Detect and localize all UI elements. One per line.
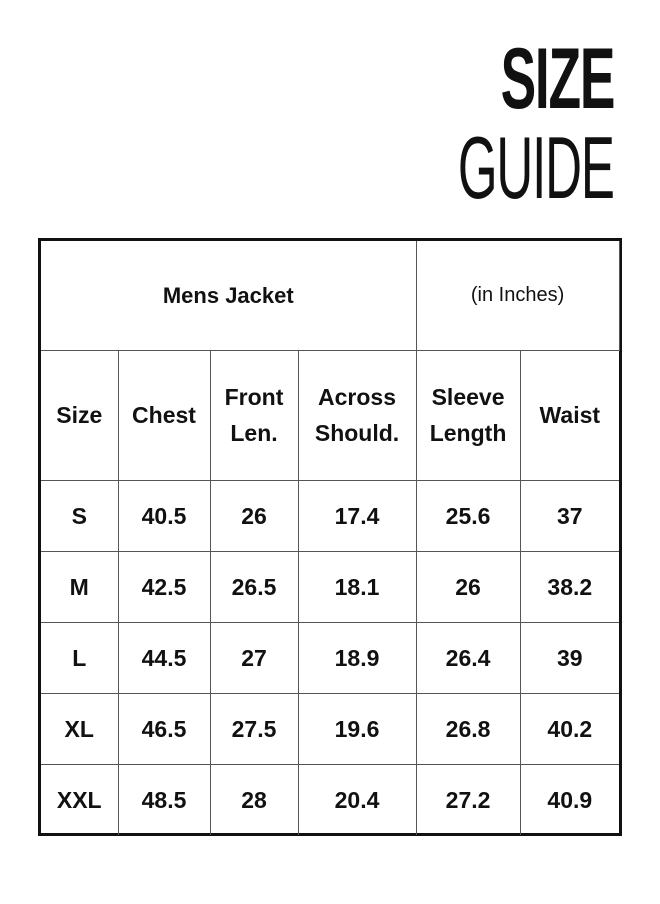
- table-cell-size: L: [41, 623, 118, 694]
- column-header-chest: [118, 351, 210, 481]
- table-cell: 40.2: [520, 694, 619, 765]
- table-cell: 28: [210, 765, 298, 836]
- table-banner-row: [41, 241, 619, 351]
- product-name: Mens Jacket: [41, 241, 416, 351]
- header-text: Across: [318, 383, 397, 410]
- table-cell-size: XL: [41, 694, 118, 765]
- header-text: Chest: [132, 401, 196, 428]
- table-cell: 27.5: [210, 694, 298, 765]
- header-text: Len.: [230, 419, 278, 446]
- table-cell: 44.5: [118, 623, 210, 694]
- table-cell-size: XXL: [41, 765, 118, 836]
- header-text: Length: [429, 419, 507, 446]
- table-cell: 18.1: [298, 552, 416, 623]
- header-text: Sleeve: [431, 383, 505, 410]
- table-cell: 38.2: [520, 552, 619, 623]
- column-header-waist: [520, 351, 619, 481]
- table-row: [41, 623, 619, 694]
- table-row: [41, 552, 619, 623]
- table-cell: 27: [210, 623, 298, 694]
- column-header-across-shoulder: [298, 351, 416, 481]
- table-cell: 26: [210, 481, 298, 552]
- table-cell: 42.5: [118, 552, 210, 623]
- header-text: Front: [224, 383, 284, 410]
- table-header-row: [41, 351, 619, 481]
- table-cell-size: S: [41, 481, 118, 552]
- column-header-sleeve-length: [416, 351, 520, 481]
- table-cell: 19.6: [298, 694, 416, 765]
- table-cell: 39: [520, 623, 619, 694]
- table-cell: 40.9: [520, 765, 619, 836]
- column-header-front-length: [210, 351, 298, 481]
- size-table: [41, 241, 620, 835]
- table-cell: 48.5: [118, 765, 210, 836]
- table-cell: 46.5: [118, 694, 210, 765]
- table-cell: 20.4: [298, 765, 416, 836]
- table-cell: 37: [520, 481, 619, 552]
- page-title-guide: GUIDE: [458, 118, 614, 217]
- size-chart: [38, 238, 622, 836]
- table-cell-size: M: [41, 552, 118, 623]
- page-title-size: SIZE: [500, 31, 614, 127]
- table-cell: 40.5: [118, 481, 210, 552]
- table-cell: 18.9: [298, 623, 416, 694]
- header-text: Waist: [539, 401, 601, 428]
- table-row: [41, 694, 619, 765]
- table-cell: 26: [416, 552, 520, 623]
- table-row: [41, 765, 619, 836]
- unit-label: (in Inches): [416, 241, 619, 351]
- table-cell: 27.2: [416, 765, 520, 836]
- table-cell: 26.5: [210, 552, 298, 623]
- table-row: [41, 481, 619, 552]
- header-text: Should.: [314, 419, 400, 446]
- table-cell: 25.6: [416, 481, 520, 552]
- table-cell: 17.4: [298, 481, 416, 552]
- column-header-size: [41, 351, 118, 481]
- table-cell: 26.4: [416, 623, 520, 694]
- table-cell: 26.8: [416, 694, 520, 765]
- header-text: Size: [56, 401, 103, 428]
